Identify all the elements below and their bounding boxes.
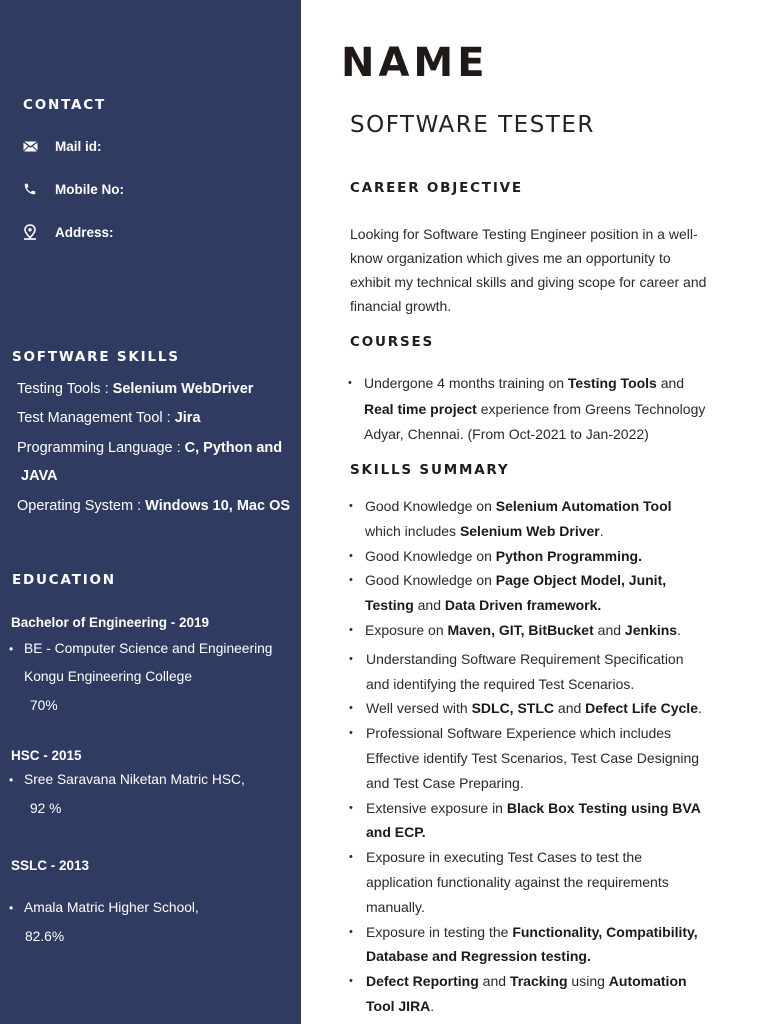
skill-summary-item — [349, 568, 759, 618]
skill-text: and — [478, 973, 510, 990]
skill-summary-item — [349, 647, 759, 697]
degree-college: Kongu Engineering College — [24, 669, 192, 684]
sslc-title: SSLC - 2013 — [11, 858, 90, 873]
skill-programming-language-cont — [21, 467, 58, 485]
skill-summary-item — [349, 920, 759, 970]
skill-summary-item — [349, 696, 759, 721]
skill-label: Testing Tools : — [17, 381, 113, 397]
skill-text: and — [413, 597, 445, 614]
location-pin-icon — [22, 224, 38, 240]
skill-operating-system — [17, 497, 301, 515]
skill-text: application functionality against the requirements — [366, 873, 669, 890]
skill-text: Good Knowledge on — [365, 547, 496, 564]
skill-text: and — [593, 621, 625, 638]
course-item — [348, 371, 758, 448]
hsc-score: 92 % — [30, 801, 62, 816]
contact-address — [22, 224, 114, 240]
address-label: Address: — [55, 224, 114, 240]
skill-summary-item — [349, 544, 759, 569]
mobile-label: Mobile No: — [55, 181, 124, 197]
skill-summary-item — [349, 796, 759, 846]
contact-heading: CONTACT — [23, 97, 107, 113]
education-heading: EDUCATION — [12, 572, 116, 588]
objective-line: financial growth. — [350, 298, 452, 314]
skill-label: Operating System : — [17, 498, 146, 514]
sslc-school: • Amala Matric Higher School, — [24, 899, 199, 917]
objective-line: Looking for Software Testing Engineer position in a well- — [350, 226, 698, 242]
skill-text: Exposure in executing Test Cases to test the — [366, 849, 643, 866]
skill-summary-item — [349, 618, 759, 643]
mail-label: Mail id: — [55, 138, 102, 154]
degree-title: Bachelor of Engineering - 2019 — [11, 615, 210, 630]
objective-line: exhibit my technical skills and giving scope for career and — [350, 274, 707, 290]
skill-highlight: Tracking — [509, 973, 568, 990]
skill-summary-item — [349, 494, 759, 544]
skill-highlight: Tool JIRA — [366, 997, 431, 1014]
skill-highlight: Defect Reporting — [366, 973, 479, 990]
hsc-title: HSC - 2015 — [11, 748, 82, 763]
courses-list — [348, 371, 758, 448]
hsc-school: • Sree Saravana Niketan Matric HSC, — [24, 771, 245, 789]
skill-summary-item — [349, 721, 759, 795]
skill-highlight: SDLC, STLC — [471, 700, 555, 717]
skill-text: Good Knowledge on — [365, 572, 496, 589]
skill-text: . — [677, 621, 681, 638]
skill-value: Windows 10, Mac OS — [145, 498, 291, 514]
skill-programming-language — [17, 439, 299, 457]
phone-icon — [22, 181, 38, 197]
career-objective-text — [350, 222, 750, 318]
skill-highlight: Functionality, Compatibility, — [512, 923, 698, 940]
courses-heading: COURSES — [350, 334, 435, 350]
skill-highlight: Selenium Web Driver — [459, 522, 600, 539]
course-highlight: Real time project — [364, 400, 477, 417]
skill-text: and Test Case Preparing. — [366, 774, 524, 791]
contact-mail — [22, 138, 102, 154]
skill-label: Test Management Tool : — [17, 410, 175, 426]
skill-text: Professional Software Experience which includes — [366, 725, 672, 742]
degree-course: • BE - Computer Science and Engineering — [24, 640, 273, 658]
course-text: experience from Greens Technology — [476, 400, 706, 417]
skill-text: Exposure in testing the — [366, 923, 513, 940]
contact-mobile — [22, 181, 124, 197]
course-highlight: Testing Tools — [567, 375, 657, 391]
skill-highlight: Maven, GIT, BitBucket — [447, 621, 594, 638]
skill-highlight: Black Box Testing using BVA — [506, 799, 701, 816]
skill-value: Selenium WebDriver — [112, 381, 254, 397]
skill-value: C, Python and — [184, 440, 283, 456]
skill-summary-item — [349, 969, 759, 1019]
skill-text: Extensive exposure in — [366, 799, 507, 816]
skill-highlight: Page Object Model, Junit, — [495, 572, 667, 589]
degree-score: 70% — [30, 698, 58, 713]
candidate-name: NAME — [341, 40, 489, 86]
skill-text: which includes — [365, 522, 460, 539]
skill-text: . — [599, 522, 604, 539]
skill-highlight: Defect Life Cycle — [585, 700, 698, 717]
skill-text: Understanding Software Requirement Specification — [366, 650, 684, 667]
skill-text: Exposure on — [365, 621, 448, 638]
skill-text: and — [554, 700, 586, 717]
skill-label: Programming Language : — [17, 440, 185, 456]
software-skills-heading: SOFTWARE SKILLS — [12, 349, 180, 365]
objective-line: know organization which gives me an opportunity to — [350, 250, 671, 266]
skill-text: and identifying the required Test Scenarios. — [366, 675, 635, 692]
skill-highlight: Database and Regression testing. — [366, 948, 591, 965]
skill-highlight: Selenium Automation Tool — [495, 498, 672, 514]
job-title: SOFTWARE TESTER — [350, 112, 595, 138]
skills-summary-heading: SKILLS SUMMARY — [350, 462, 510, 478]
skill-highlight: Automation — [608, 973, 687, 990]
skill-text: Effective identify Test Scenarios, Test Case Designing — [366, 749, 700, 766]
skill-highlight: Testing — [365, 597, 414, 614]
course-text: Undergone 4 months training on — [364, 375, 568, 391]
course-text: and — [656, 375, 685, 391]
skill-text: . — [430, 997, 435, 1014]
skill-value: Jira — [174, 410, 201, 426]
mail-icon — [22, 138, 38, 154]
skill-test-management — [17, 409, 297, 427]
skill-text: using — [567, 973, 609, 990]
career-objective-heading: CAREER OBJECTIVE — [350, 180, 523, 196]
sidebar — [0, 0, 301, 1024]
skill-highlight: and ECP. — [366, 824, 426, 841]
skill-text: Well versed with — [366, 700, 472, 717]
skill-text: Good Knowledge on — [365, 498, 496, 514]
skill-text: . — [697, 700, 702, 717]
skill-value: JAVA — [21, 468, 58, 484]
sslc-score: 82.6% — [25, 929, 65, 944]
skill-highlight: Python Programming. — [495, 547, 642, 564]
skill-highlight: Jenkins — [624, 621, 678, 638]
skill-testing-tools — [17, 380, 297, 398]
skill-text: manually. — [366, 898, 425, 915]
skill-summary-item — [349, 845, 759, 919]
skills-summary-list — [349, 494, 759, 1019]
course-text: Adyar, Chennai. (From Oct-2021 to Jan-2022) — [364, 426, 649, 443]
skill-highlight: Data Driven framework. — [444, 597, 602, 614]
